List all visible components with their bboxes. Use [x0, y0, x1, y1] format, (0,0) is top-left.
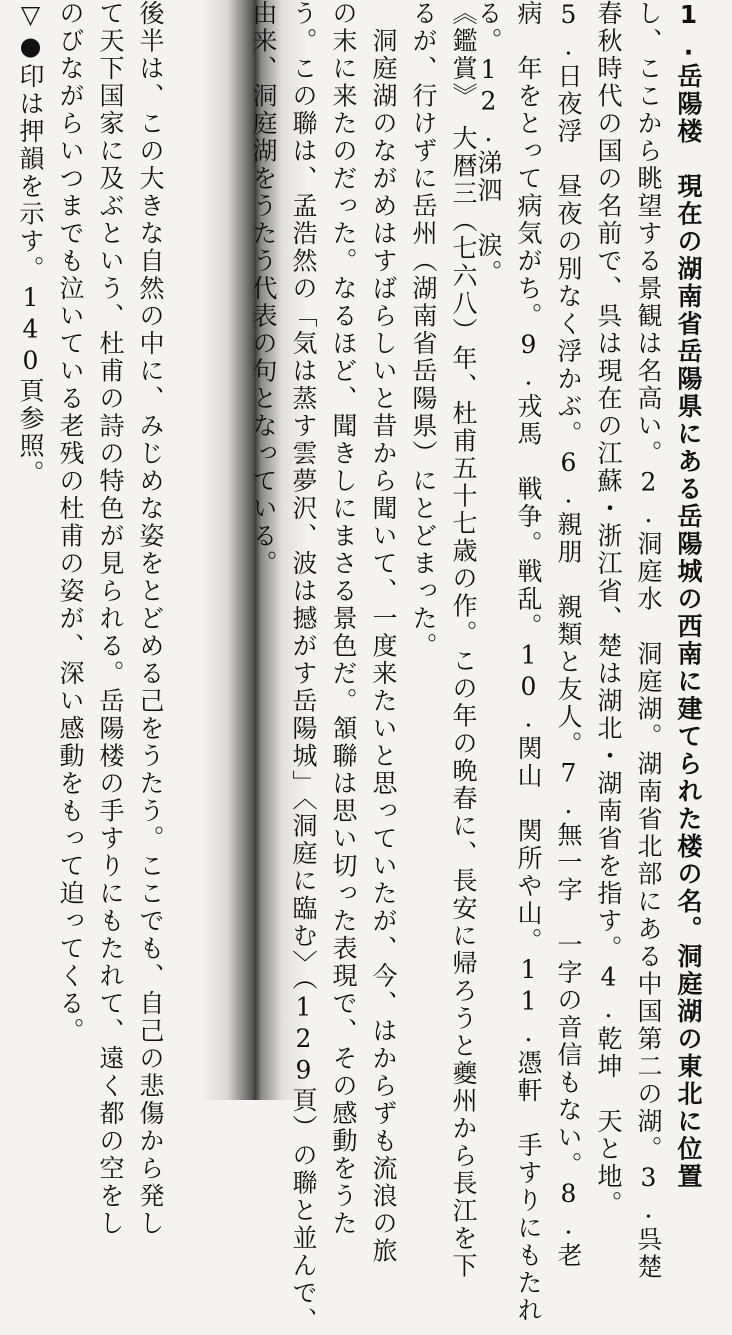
notes-line: る。12.涕泗 涙。 [474, 0, 503, 287]
commentary-line: う。この聯は、孟浩然の「気は蒸す雲夢沢、波は撼がす岳陽城」〈洞庭に臨む〉（129頁）の聯と並んで、 [289, 0, 318, 1335]
left-page-line: て天下国家に及ぶという、杜甫の詩の特色が見られる。岳陽楼の手すりにもたれて、遠く都の空をし [96, 0, 125, 1238]
left-page-line: ▽●印は押韻を示す。140頁参照。 [16, 0, 45, 488]
commentary-line: 洞庭湖のながめはすばらしいと昔から聞いて、一度来たいと思っていたが、今、はからずも流浪の旅 [369, 0, 398, 1265]
notes-line: 春秋時代の国の名前で、呉は現在の江蘇・浙江省、楚は湖北・湖南省を指す。4.乾坤 天と地。 [594, 0, 623, 1218]
commentary-line: の末に来たのだった。なるほど、聞きしにまさる景色だ。頷聯は思い切った表現で、その感動をうた [329, 0, 358, 1238]
commentary-line: 《鑑賞》 大暦三（七六八）年、杜甫五十七歳の作。この年の晩春に、長安に帰ろうと夔州から長江を下 [449, 0, 478, 1280]
left-page-line: のびながらいつまでも泣いている老残の杜甫の姿が、深い感動をもって迫ってくる。 [56, 0, 85, 1045]
commentary-line: るが、行けずに岳州（湖南省岳陽県）にとどまった。 [409, 0, 438, 660]
notes-line: 1.岳陽楼 現在の湖南省岳陽県にある岳陽城の西南に建てられた楼の名。洞庭湖の東北に位置 [674, 0, 703, 1191]
notes-line: し、ここから眺望する景観は名高い。2.洞庭水 洞庭湖。湖南省北部にある中国第二の湖。3.呉楚 [634, 0, 663, 1281]
notes-line: 病 年をとって病気がち。9.戎馬 戦争。戦乱。10.関山 関所や山。11.憑軒 手すりにもたれ [514, 0, 543, 1325]
left-page-line: 後半は、この大きな自然の中に、みじめな姿をとどめる己をうたう。ここでも、自己の悲傷から発し [136, 0, 165, 1238]
notes-line: 5.日夜浮 昼夜の別なく浮かぶ。6.親朋 親類と友人。7.無一字 一字の音信もない。8.老 [554, 0, 583, 1270]
commentary-line: 由来、洞庭湖をうたう代表の句となっている。 [249, 0, 278, 578]
